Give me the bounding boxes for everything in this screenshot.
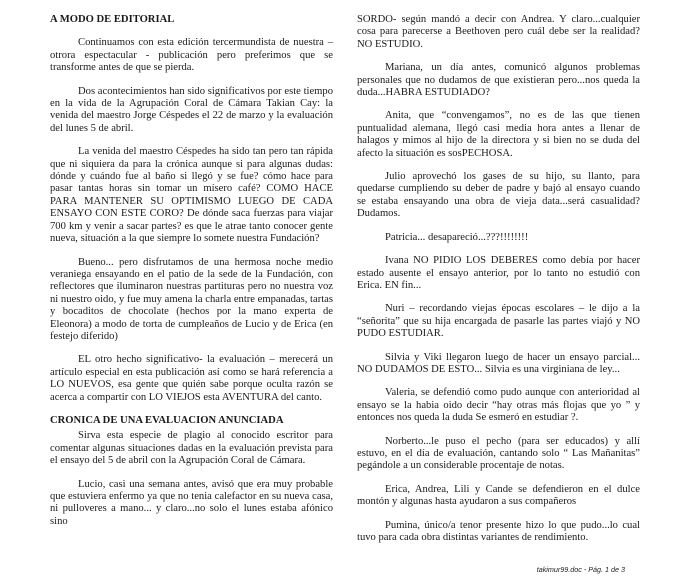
left-column	[50, 14, 333, 539]
paragraph: Nuri – recordando viejas épocas escolares – le dijo a la “señorita” que su hija encargada de pasarle las partes viajó y NO PUDO ESTUDIAR.	[357, 303, 640, 340]
paragraph: Pumina, único/a tenor presente hizo lo que pudo...lo cual tuvo para cada obra distintas variantes de rendimiento.	[357, 519, 640, 543]
footer-row	[0, 555, 679, 583]
paragraph: Ivana NO PIDIO LOS DEBERES como debía por hacer estado ausente el ensayo anterior, por lo tanto no estudió con Erica. EN fin...	[357, 255, 640, 291]
paragraph: Bueno... pero disfrutamos de una hermosa noche medio veraniega ensayando en el patio de la sede de la Fundación, con reflectores que iluminaron nuestras partituras pero no nuestra voz ni nuestro oido, y fue muy amena la charla entre empanadas, tartas y bocaditos de chocolate (hechos por la mano experta de Eleonora) a modo de torta de cumpleaños de Lucio y de Erica (en festejo diferido)	[50, 256, 333, 342]
paragraph: Anita, que “convengamos”, no es de las que tienen puntualidad alemana, llegó casi media hora antes a llenar de halagos y mimos al hijo de la directora y si bien no se duda del afecto la situación es sosPECHOSA.	[357, 110, 640, 159]
chronicle-heading: CRONICA DE UNA EVALUACION ANUNCIADA	[50, 414, 284, 426]
paragraph: Sirva esta especie de plagio al conocido escritor para comentar algunas situaciones dadas en la evaluación prevista para el ensayo del 5 de abril con la Agrupación Coral de Cámara.	[50, 430, 333, 467]
paragraph: Erica, Andrea, Lili y Cande se defendieron en el dulce montón y algunas hasta ayudaron a sus compañeros	[357, 483, 640, 508]
editorial-heading: A MODO DE EDITORIAL	[50, 14, 175, 25]
paragraph: Valeria, se defendió como pudo aunque con anterioridad al ensayo se la habia oido decir “hay otras más flojas que yo ” y entonces nos queda la duda Se esmeró en estudiar ?.	[357, 387, 640, 424]
page-footer: takimur99.doc - Pág. 1 de 3	[536, 565, 625, 575]
paragraph: Silvia y Viki llegaron luego de hacer un ensayo parcial... NO DUDAMOS DE ESTO... Silvia es una virginiana de ley...	[357, 351, 640, 375]
paragraph: Patricia... desapareció...???!!!!!!!!	[385, 231, 529, 243]
paragraph: Lucio, casi una semana antes, avisó que era muy probable que estuviera enfermo ya que no tenia calefactor en su nueva casa, ni pulloveres a mano... y claro...no solo el lunes estaba afónico sino	[50, 478, 333, 527]
paragraph: Julio aprovechó los gases de su hijo, su llanto, para quedarse cumpliendo su deber de padre y bajó al ensayo cuando se estaba ensayando una obra de vieja data...será casualidad? Dudamos.	[357, 171, 640, 220]
paragraph: Mariana, un día antes, comunicó algunos problemas personales que no dudamos de que existieran pero...nos queda la duda...HABRA ESTUDIADO?	[357, 62, 640, 99]
continued-paragraph: SORDO- según mandó a decir con Andrea. Y claro...cualquier cosa para parecerse a Beethoven pero cuál debe ser la realidad? NO ESTUDIO.	[357, 14, 640, 50]
paragraph: EL otro hecho significativo- la evaluación – merecerá un artículo especial en esta publicación así como se hará referencia a LO NUEVOS, esa gente que quién sabe porque oculta razón se acerca a compartir con LO VIEJOS esta AVENTURA del canto.	[50, 354, 333, 403]
paragraph: Norberto...le puso el pecho (para ser educados) y allí estuvo, en el día de evaluación, cantando solo “ Las Mañanitas” pegándole a un considerable procentaje de notas.	[357, 435, 640, 472]
right-column	[357, 14, 640, 555]
paragraph: Continuamos con esta edición tercermundista de nuestra – otrora espectacular - publicación pero preferimos que se transforme antes de que se pierda.	[50, 37, 333, 74]
paragraph: La venida del maestro Céspedes ha sido tan pero tan rápida que ni siquiera da para la crónica aunque si para algunas dudas: dónde y cuándo fue al baño si llegó y se fue? cómo hace para pasar tantas horas sin tomar un mísero café? COMO HACE PARA MANTENER SU OPTIMISMO LUEGO DE CADA ENSAYO CON ESTE CORO? De dónde saca fuerzas para viajar 700 km y venir a sacar partes? es que le atrae tanto conocer gente nueva, situación a la que siempre lo somete nuestra Fundación?	[50, 146, 333, 245]
paragraph: Dos acontecimientos han sido significativos por este tiempo en la vida de la Agrupación Coral de Cámara Takian Cay: la venida del maestro Jorge Céspedes el 22 de marzo y la evaluación del lunes 5 de abril.	[50, 85, 333, 134]
